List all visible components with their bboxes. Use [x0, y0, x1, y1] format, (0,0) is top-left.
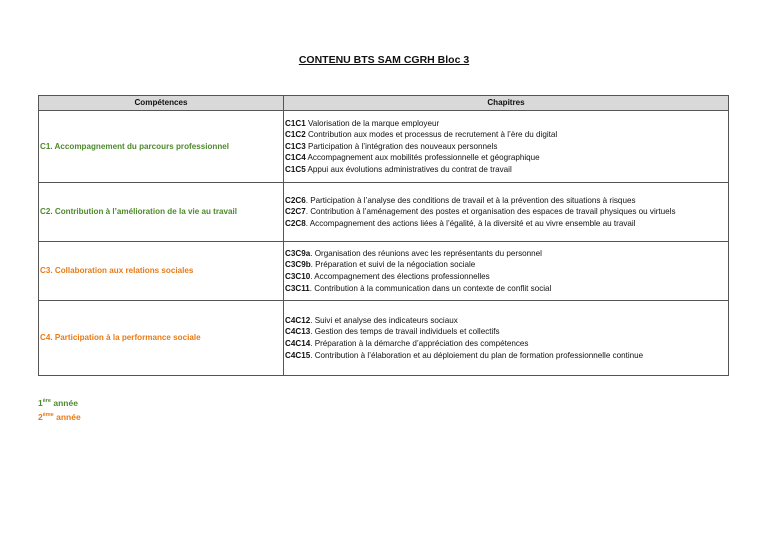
- chapter-item: C3C11. Contribution à la communication dans un contexte de conflit social: [285, 283, 552, 293]
- chapter-item: C3C9b. Préparation et suivi de la négociation sociale: [285, 260, 476, 270]
- chapters-c3: [284, 242, 729, 301]
- competence-c3: C3. Collaboration aux relations sociales: [39, 242, 284, 301]
- competences-table: [38, 95, 729, 376]
- table-row: [39, 242, 729, 301]
- header-competences: Compétences: [39, 96, 284, 111]
- chapter-item: C3C9a. Organisation des réunions avec les représentants du personnel: [285, 248, 542, 258]
- table-row: [39, 183, 729, 242]
- chapter-item: C1C4 Accompagnement aux mobilités professionnelle et géographique: [285, 153, 540, 163]
- chapters-c2: [284, 183, 729, 242]
- chapter-item: C1C3 Participation à l’intégration des nouveaux personnels: [285, 141, 498, 151]
- chapter-item: C4C14. Préparation à la démarche d’appréciation des compétences: [285, 339, 529, 348]
- chapter-item: C4C15. Contribution à l’élaboration et au déploiement du plan de formation professionnelle continue: [285, 350, 644, 360]
- chapters-c4: [284, 301, 729, 376]
- legend-second-year: 2ème année: [38, 412, 81, 422]
- competence-c1: C1. Accompagnement du parcours professionnel: [39, 111, 284, 183]
- chapter-item: C1C1 Valorisation de la marque employeur: [285, 118, 440, 128]
- legend-first-year: 1ère année: [38, 398, 78, 408]
- document-title: CONTENU BTS SAM CGRH Bloc 3: [298, 54, 470, 66]
- competence-c2: C2. Contribution à l’amélioration de la vie au travail: [39, 183, 284, 242]
- chapter-item: C4C13. Gestion des temps de travail individuels et collectifs: [285, 327, 500, 337]
- chapter-item: C2C6. Participation à l’analyse des conditions de travail et à la prévention des situations à risques: [285, 195, 636, 205]
- header-chapitres: Chapitres: [284, 96, 729, 111]
- chapter-item: C1C2 Contribution aux modes et processus de recrutement à l’ère du digital: [285, 130, 558, 140]
- table-row: [39, 301, 729, 376]
- table-header-row: [39, 96, 729, 111]
- chapter-item: C4C12. Suivi et analyse des indicateurs sociaux: [285, 315, 458, 325]
- table-row: [39, 111, 729, 183]
- chapter-item: C3C10. Accompagnement des élections professionnelles: [285, 272, 490, 281]
- chapters-c1: [284, 111, 729, 183]
- competence-c4: C4. Participation à la performance sociale: [39, 301, 284, 376]
- chapter-item: C2C8. Accompagnement des actions liées à l’égalité, à la diversité et au vivre ensemble au travail: [285, 218, 636, 228]
- chapter-item: C2C7. Contribution à l’aménagement des postes et organisation des espaces de travail physiques ou virtuels: [285, 207, 676, 217]
- chapter-item: C1C5 Appui aux évolutions administratives du contrat de travail: [285, 164, 512, 174]
